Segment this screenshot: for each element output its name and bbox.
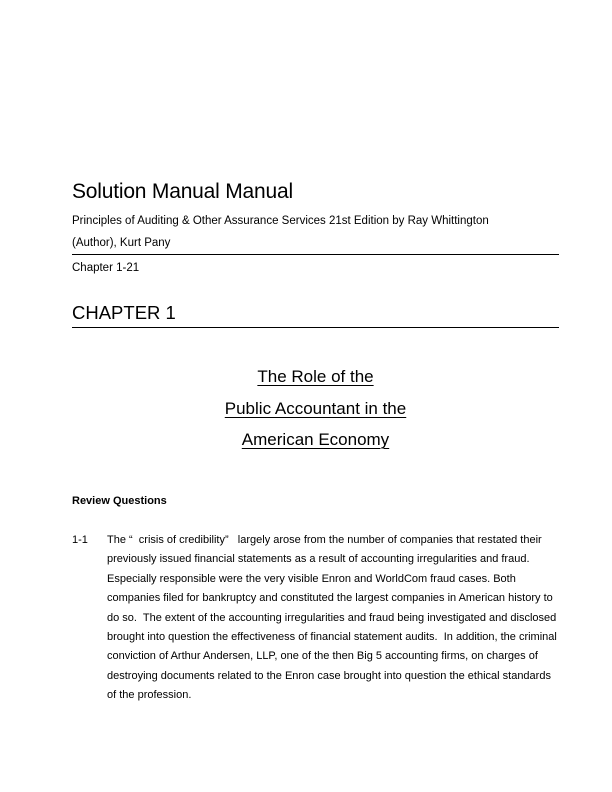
chapter-range: Chapter 1-21 xyxy=(72,262,140,274)
question-answer-line: Especially responsible were the very visible Enron and WorldCom fraud cases. Both xyxy=(107,572,516,585)
question-number: 1-1 xyxy=(72,534,88,546)
book-subtitle-line-1: Principles of Auditing & Other Assurance Services 21st Edition by Ray Whittington xyxy=(72,215,489,227)
question-answer-line: The “ crisis of credibility” largely arose from the number of companies that restated their xyxy=(107,534,542,546)
question-answer-line: destroying documents related to the Enron case brought into question the ethical standards xyxy=(107,669,551,682)
header-divider xyxy=(72,254,559,255)
chapter-title-line-1: The Role of the xyxy=(257,367,374,386)
chapter-heading: CHAPTER 1 xyxy=(72,302,176,323)
question-answer-line: of the profession. xyxy=(107,689,192,702)
question-answer-line: do so. The extent of the accounting irregularities and fraud being investigated and disclosed xyxy=(107,611,557,624)
chapter-title-line-2: Public Accountant in the xyxy=(224,399,407,418)
review-questions-heading: Review Questions xyxy=(72,495,167,507)
document-title: Solution Manual Manual xyxy=(72,180,293,203)
book-subtitle-line-2: (Author), Kurt Pany xyxy=(72,237,171,249)
question-answer-line: brought into question the effectiveness of financial statement audits. In addition, the criminal xyxy=(107,631,557,643)
chapter-title-line-3: American Economy xyxy=(241,430,390,449)
chapter-divider xyxy=(72,327,559,328)
question-answer-line: previously issued financial statements as a result of accounting irregularities and fraud. xyxy=(107,553,530,566)
question-answer-line: companies filed for bankruptcy and constituted the largest companies in American history to xyxy=(107,592,553,605)
question-answer-line: conviction of Arthur Andersen, LLP, one of the then Big 5 accounting firms, on charges of xyxy=(107,650,538,663)
